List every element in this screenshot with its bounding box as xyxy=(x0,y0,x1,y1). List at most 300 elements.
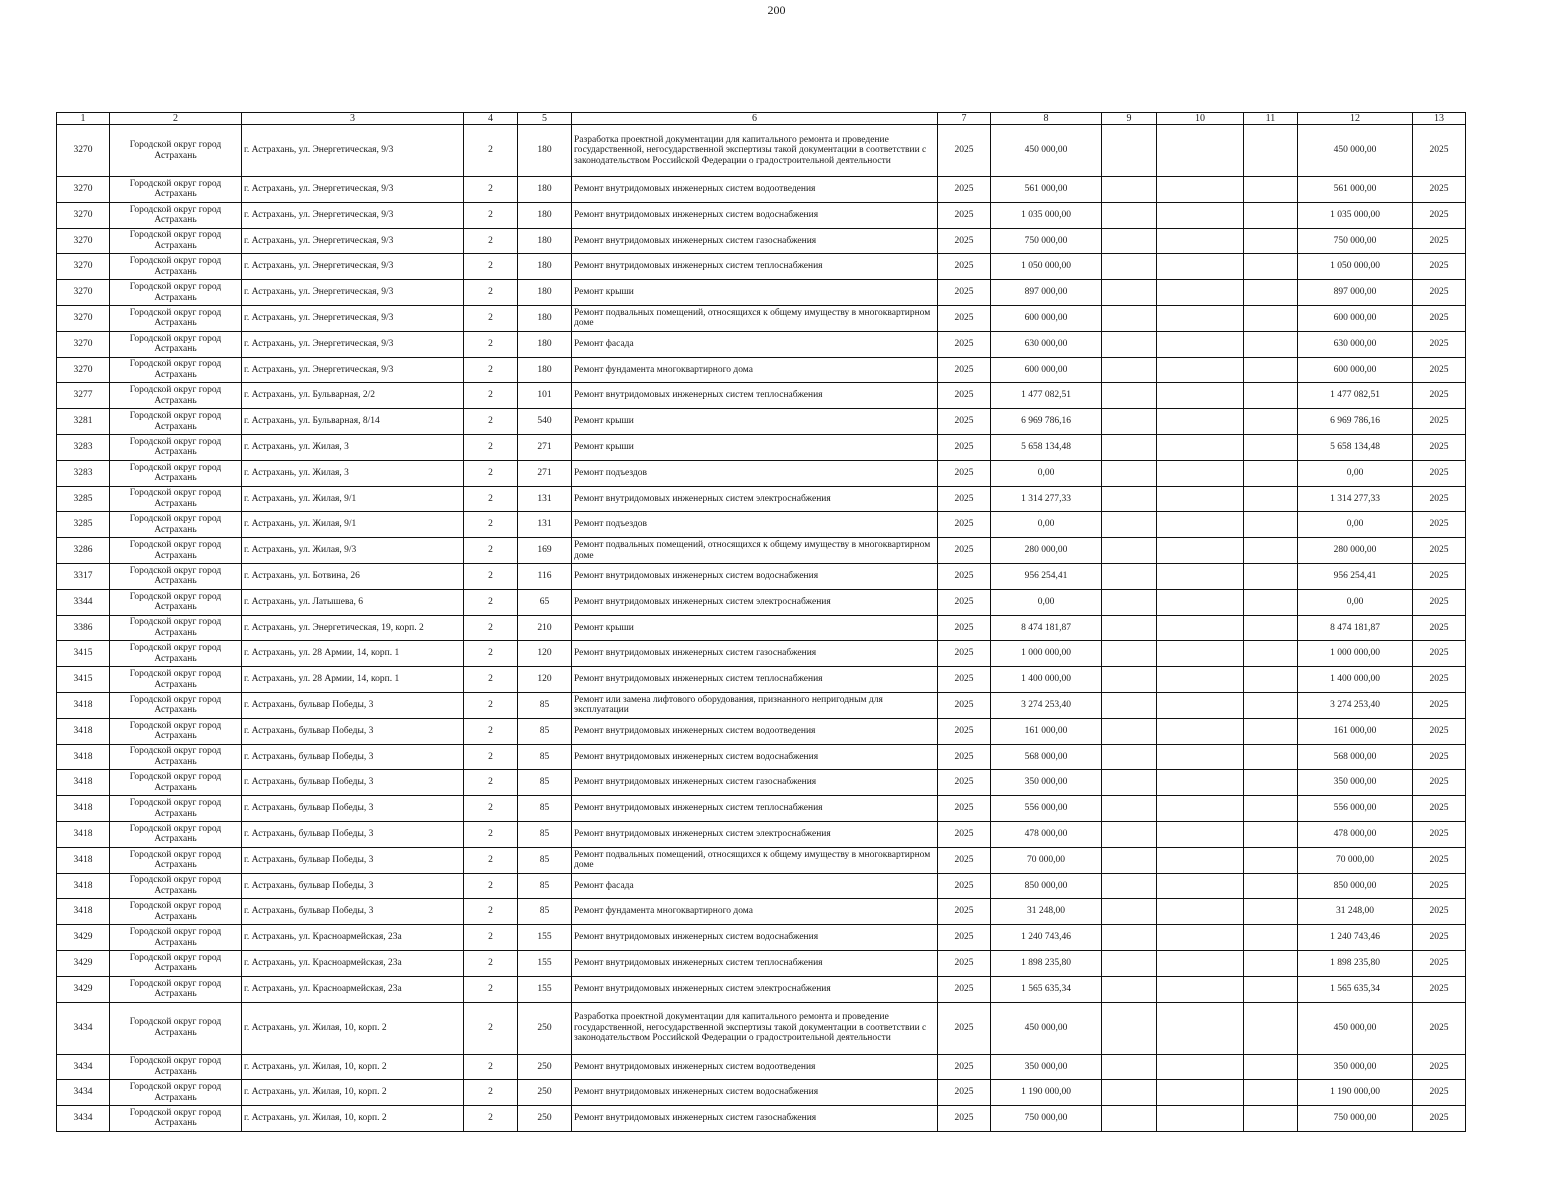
cell-col-9-value xyxy=(1102,718,1157,744)
cell-address: г. Астрахань, ул. Энергетическая, 9/3 xyxy=(242,254,464,280)
table-row xyxy=(57,563,1466,589)
cell-cost-total: 750 000,00 xyxy=(991,1106,1102,1132)
cell-row-number: 3415 xyxy=(57,667,110,693)
cell-col-4-value: 2 xyxy=(464,744,518,770)
cell-col-10-value xyxy=(1157,357,1244,383)
cell-row-number: 3434 xyxy=(57,1080,110,1106)
cell-municipality: Городской округ город Астрахань xyxy=(110,1080,242,1106)
cell-row-number: 3344 xyxy=(57,589,110,615)
cell-col-5-value: 85 xyxy=(518,692,572,718)
cell-work-type: Ремонт внутридомовых инженерных систем электроснабжения xyxy=(572,486,938,512)
cell-municipality: Городской округ город Астрахань xyxy=(110,280,242,306)
cell-col-9-value xyxy=(1102,667,1157,693)
cell-completion-year: 2025 xyxy=(1413,615,1466,641)
cell-address: г. Астрахань, ул. Энергетическая, 9/3 xyxy=(242,125,464,177)
cell-completion-year: 2025 xyxy=(1413,177,1466,203)
cell-col-9-value xyxy=(1102,615,1157,641)
cell-cost-total: 1 400 000,00 xyxy=(991,667,1102,693)
cell-cost-regional-fund: 1 400 000,00 xyxy=(1298,667,1413,693)
cell-year: 2025 xyxy=(938,615,991,641)
table-row xyxy=(57,228,1466,254)
cell-work-type: Ремонт внутридомовых инженерных систем водоснабжения xyxy=(572,744,938,770)
cell-year: 2025 xyxy=(938,177,991,203)
cell-completion-year: 2025 xyxy=(1413,409,1466,435)
cell-row-number: 3277 xyxy=(57,383,110,409)
cell-address: г. Астрахань, ул. Жилая, 9/3 xyxy=(242,538,464,564)
cell-address: г. Астрахань, ул. Энергетическая, 19, корп. 2 xyxy=(242,615,464,641)
cell-municipality: Городской округ город Астрахань xyxy=(110,486,242,512)
col-header-5: 5 xyxy=(518,113,572,125)
cell-col-9-value xyxy=(1102,538,1157,564)
cell-cost-total: 0,00 xyxy=(991,589,1102,615)
cell-col-10-value xyxy=(1157,615,1244,641)
cell-cost-regional-fund: 1 050 000,00 xyxy=(1298,254,1413,280)
cell-cost-total: 750 000,00 xyxy=(991,228,1102,254)
cell-year: 2025 xyxy=(938,357,991,383)
cell-municipality: Городской округ город Астрахань xyxy=(110,615,242,641)
cell-row-number: 3429 xyxy=(57,925,110,951)
cell-cost-total: 3 274 253,40 xyxy=(991,692,1102,718)
cell-cost-regional-fund: 450 000,00 xyxy=(1298,125,1413,177)
cell-municipality: Городской округ город Астрахань xyxy=(110,538,242,564)
cell-address: г. Астрахань, бульвар Победы, 3 xyxy=(242,770,464,796)
cell-row-number: 3418 xyxy=(57,873,110,899)
cell-year: 2025 xyxy=(938,718,991,744)
cell-col-11-value xyxy=(1244,770,1298,796)
cell-col-5-value: 131 xyxy=(518,512,572,538)
cell-cost-regional-fund: 5 658 134,48 xyxy=(1298,434,1413,460)
cell-work-type: Ремонт или замена лифтового оборудования, признанного непригодным для эксплуатации xyxy=(572,692,938,718)
cell-col-4-value: 2 xyxy=(464,202,518,228)
cell-address: г. Астрахань, ул. Бульварная, 2/2 xyxy=(242,383,464,409)
cell-col-11-value xyxy=(1244,409,1298,435)
cell-cost-regional-fund: 0,00 xyxy=(1298,460,1413,486)
cell-work-type: Ремонт внутридомовых инженерных систем водоснабжения xyxy=(572,1080,938,1106)
cell-cost-total: 850 000,00 xyxy=(991,873,1102,899)
cell-row-number: 3270 xyxy=(57,254,110,280)
cell-year: 2025 xyxy=(938,434,991,460)
cell-address: г. Астрахань, ул. Энергетическая, 9/3 xyxy=(242,305,464,331)
header-row xyxy=(57,113,1466,125)
cell-col-11-value xyxy=(1244,925,1298,951)
cell-work-type: Ремонт внутридомовых инженерных систем теплоснабжения xyxy=(572,796,938,822)
cell-col-4-value: 2 xyxy=(464,667,518,693)
cell-completion-year: 2025 xyxy=(1413,641,1466,667)
cell-completion-year: 2025 xyxy=(1413,718,1466,744)
cell-municipality: Городской округ город Астрахань xyxy=(110,692,242,718)
cell-completion-year: 2025 xyxy=(1413,1002,1466,1054)
cell-completion-year: 2025 xyxy=(1413,331,1466,357)
cell-completion-year: 2025 xyxy=(1413,847,1466,873)
cell-col-4-value: 2 xyxy=(464,847,518,873)
cell-col-10-value xyxy=(1157,667,1244,693)
table-row xyxy=(57,1080,1466,1106)
cell-col-4-value: 2 xyxy=(464,125,518,177)
cell-completion-year: 2025 xyxy=(1413,305,1466,331)
cell-work-type: Ремонт внутридомовых инженерных систем водоснабжения xyxy=(572,202,938,228)
cell-col-10-value xyxy=(1157,486,1244,512)
table-body xyxy=(57,125,1466,1132)
cell-col-4-value: 2 xyxy=(464,1106,518,1132)
table-row xyxy=(57,950,1466,976)
cell-year: 2025 xyxy=(938,950,991,976)
cell-cost-total: 1 035 000,00 xyxy=(991,202,1102,228)
cell-col-4-value: 2 xyxy=(464,486,518,512)
cell-address: г. Астрахань, ул. Энергетическая, 9/3 xyxy=(242,280,464,306)
cell-col-11-value xyxy=(1244,486,1298,512)
cell-row-number: 3317 xyxy=(57,563,110,589)
cell-col-10-value xyxy=(1157,331,1244,357)
cell-col-5-value: 65 xyxy=(518,589,572,615)
cell-row-number: 3270 xyxy=(57,125,110,177)
cell-col-11-value xyxy=(1244,357,1298,383)
cell-col-4-value: 2 xyxy=(464,538,518,564)
cell-work-type: Ремонт внутридомовых инженерных систем электроснабжения xyxy=(572,589,938,615)
cell-col-9-value xyxy=(1102,254,1157,280)
cell-row-number: 3434 xyxy=(57,1054,110,1080)
cell-row-number: 3418 xyxy=(57,847,110,873)
cell-row-number: 3418 xyxy=(57,796,110,822)
cell-col-11-value xyxy=(1244,821,1298,847)
cell-year: 2025 xyxy=(938,744,991,770)
cell-cost-regional-fund: 568 000,00 xyxy=(1298,744,1413,770)
cell-col-5-value: 540 xyxy=(518,409,572,435)
cell-cost-total: 561 000,00 xyxy=(991,177,1102,203)
cell-address: г. Астрахань, ул. Жилая, 9/1 xyxy=(242,486,464,512)
cell-col-4-value: 2 xyxy=(464,512,518,538)
cell-cost-regional-fund: 1 477 082,51 xyxy=(1298,383,1413,409)
table-row xyxy=(57,1106,1466,1132)
cell-col-4-value: 2 xyxy=(464,1080,518,1106)
cell-work-type: Ремонт внутридомовых инженерных систем водоотведения xyxy=(572,718,938,744)
cell-completion-year: 2025 xyxy=(1413,512,1466,538)
table-row xyxy=(57,125,1466,177)
cell-completion-year: 2025 xyxy=(1413,228,1466,254)
cell-col-11-value xyxy=(1244,589,1298,615)
cell-col-10-value xyxy=(1157,228,1244,254)
table-row xyxy=(57,641,1466,667)
cell-col-11-value xyxy=(1244,202,1298,228)
cell-col-11-value xyxy=(1244,331,1298,357)
cell-col-10-value xyxy=(1157,177,1244,203)
cell-col-5-value: 271 xyxy=(518,434,572,460)
cell-completion-year: 2025 xyxy=(1413,280,1466,306)
cell-cost-regional-fund: 350 000,00 xyxy=(1298,770,1413,796)
cell-address: г. Астрахань, бульвар Победы, 3 xyxy=(242,796,464,822)
cell-cost-regional-fund: 850 000,00 xyxy=(1298,873,1413,899)
table-row xyxy=(57,667,1466,693)
cell-work-type: Разработка проектной документации для капитального ремонта и проведение государственной, негосударственной экспертизы такой документации в соответствии с законодательством Российской Федерации о градостроительной деятельности xyxy=(572,1002,938,1054)
cell-col-11-value xyxy=(1244,1002,1298,1054)
table-row xyxy=(57,331,1466,357)
table-row xyxy=(57,589,1466,615)
cell-address: г. Астрахань, бульвар Победы, 3 xyxy=(242,692,464,718)
cell-municipality: Городской округ город Астрахань xyxy=(110,228,242,254)
cell-cost-regional-fund: 280 000,00 xyxy=(1298,538,1413,564)
cell-col-11-value xyxy=(1244,125,1298,177)
cell-cost-regional-fund: 350 000,00 xyxy=(1298,1054,1413,1080)
col-header-1: 1 xyxy=(57,113,110,125)
table-row xyxy=(57,512,1466,538)
cell-col-9-value xyxy=(1102,796,1157,822)
cell-municipality: Городской округ город Астрахань xyxy=(110,589,242,615)
cell-cost-total: 630 000,00 xyxy=(991,331,1102,357)
cell-col-5-value: 120 xyxy=(518,641,572,667)
cell-col-10-value xyxy=(1157,460,1244,486)
cell-col-11-value xyxy=(1244,512,1298,538)
cell-year: 2025 xyxy=(938,1106,991,1132)
cell-completion-year: 2025 xyxy=(1413,667,1466,693)
cell-col-11-value xyxy=(1244,228,1298,254)
cell-col-10-value xyxy=(1157,512,1244,538)
cell-col-11-value xyxy=(1244,280,1298,306)
cell-cost-total: 1 000 000,00 xyxy=(991,641,1102,667)
cell-col-5-value: 180 xyxy=(518,125,572,177)
cell-year: 2025 xyxy=(938,692,991,718)
cell-work-type: Ремонт крыши xyxy=(572,409,938,435)
cell-cost-regional-fund: 956 254,41 xyxy=(1298,563,1413,589)
cell-col-9-value xyxy=(1102,744,1157,770)
cell-col-5-value: 155 xyxy=(518,976,572,1002)
cell-col-9-value xyxy=(1102,899,1157,925)
cell-year: 2025 xyxy=(938,512,991,538)
cell-cost-regional-fund: 556 000,00 xyxy=(1298,796,1413,822)
cell-col-5-value: 131 xyxy=(518,486,572,512)
cell-col-9-value xyxy=(1102,228,1157,254)
cell-col-9-value xyxy=(1102,202,1157,228)
cell-cost-total: 556 000,00 xyxy=(991,796,1102,822)
cell-col-9-value xyxy=(1102,950,1157,976)
cell-address: г. Астрахань, ул. Энергетическая, 9/3 xyxy=(242,228,464,254)
cell-completion-year: 2025 xyxy=(1413,125,1466,177)
cell-row-number: 3415 xyxy=(57,641,110,667)
cell-col-11-value xyxy=(1244,615,1298,641)
cell-address: г. Астрахань, ул. 28 Армии, 14, корп. 1 xyxy=(242,641,464,667)
cell-municipality: Городской округ город Астрахань xyxy=(110,305,242,331)
cell-work-type: Ремонт внутридомовых инженерных систем газоснабжения xyxy=(572,770,938,796)
cell-municipality: Городской округ город Астрахань xyxy=(110,409,242,435)
cell-col-5-value: 180 xyxy=(518,305,572,331)
cell-col-10-value xyxy=(1157,125,1244,177)
cell-cost-total: 8 474 181,87 xyxy=(991,615,1102,641)
cell-address: г. Астрахань, бульвар Победы, 3 xyxy=(242,847,464,873)
table-row xyxy=(57,538,1466,564)
cell-col-9-value xyxy=(1102,847,1157,873)
cell-work-type: Ремонт внутридомовых инженерных систем теплоснабжения xyxy=(572,383,938,409)
cell-cost-total: 0,00 xyxy=(991,512,1102,538)
cell-cost-regional-fund: 600 000,00 xyxy=(1298,357,1413,383)
cell-col-10-value xyxy=(1157,409,1244,435)
col-header-12: 12 xyxy=(1298,113,1413,125)
cell-work-type: Ремонт подвальных помещений, относящихся к общему имуществу в многоквартирном доме xyxy=(572,847,938,873)
cell-col-5-value: 250 xyxy=(518,1106,572,1132)
cell-col-4-value: 2 xyxy=(464,589,518,615)
cell-col-10-value xyxy=(1157,563,1244,589)
cell-year: 2025 xyxy=(938,125,991,177)
col-header-3: 3 xyxy=(242,113,464,125)
table-row xyxy=(57,873,1466,899)
cell-cost-total: 6 969 786,16 xyxy=(991,409,1102,435)
table-row xyxy=(57,925,1466,951)
cell-col-9-value xyxy=(1102,873,1157,899)
cell-col-9-value xyxy=(1102,563,1157,589)
cell-cost-total: 70 000,00 xyxy=(991,847,1102,873)
cell-municipality: Городской округ город Астрахань xyxy=(110,667,242,693)
cell-row-number: 3270 xyxy=(57,202,110,228)
cell-address: г. Астрахань, ул. Жилая, 10, корп. 2 xyxy=(242,1054,464,1080)
cell-year: 2025 xyxy=(938,538,991,564)
cell-col-5-value: 85 xyxy=(518,718,572,744)
table-row xyxy=(57,615,1466,641)
cell-work-type: Ремонт внутридомовых инженерных систем водоснабжения xyxy=(572,925,938,951)
cell-cost-total: 350 000,00 xyxy=(991,1054,1102,1080)
cell-col-5-value: 180 xyxy=(518,202,572,228)
cell-cost-total: 956 254,41 xyxy=(991,563,1102,589)
cell-row-number: 3418 xyxy=(57,770,110,796)
cell-col-9-value xyxy=(1102,409,1157,435)
cell-municipality: Городской округ город Астрахань xyxy=(110,796,242,822)
cell-year: 2025 xyxy=(938,847,991,873)
cell-col-10-value xyxy=(1157,692,1244,718)
cell-col-9-value xyxy=(1102,486,1157,512)
cell-address: г. Астрахань, ул. Жилая, 3 xyxy=(242,434,464,460)
cell-col-9-value xyxy=(1102,1106,1157,1132)
cell-col-10-value xyxy=(1157,744,1244,770)
cell-col-11-value xyxy=(1244,899,1298,925)
table-row xyxy=(57,821,1466,847)
cell-col-11-value xyxy=(1244,692,1298,718)
cell-col-9-value xyxy=(1102,770,1157,796)
table-row xyxy=(57,177,1466,203)
cell-col-5-value: 180 xyxy=(518,331,572,357)
cell-cost-total: 1 477 082,51 xyxy=(991,383,1102,409)
cell-work-type: Ремонт фасада xyxy=(572,331,938,357)
cell-col-10-value xyxy=(1157,280,1244,306)
cell-year: 2025 xyxy=(938,1080,991,1106)
cell-col-10-value xyxy=(1157,925,1244,951)
cell-year: 2025 xyxy=(938,486,991,512)
cell-col-4-value: 2 xyxy=(464,821,518,847)
cell-completion-year: 2025 xyxy=(1413,821,1466,847)
cell-year: 2025 xyxy=(938,873,991,899)
cell-year: 2025 xyxy=(938,228,991,254)
col-header-10: 10 xyxy=(1157,113,1244,125)
cell-col-9-value xyxy=(1102,434,1157,460)
cell-col-9-value xyxy=(1102,305,1157,331)
cell-col-4-value: 2 xyxy=(464,615,518,641)
cell-cost-total: 0,00 xyxy=(991,460,1102,486)
cell-cost-regional-fund: 750 000,00 xyxy=(1298,1106,1413,1132)
cell-col-5-value: 85 xyxy=(518,821,572,847)
col-header-2: 2 xyxy=(110,113,242,125)
cell-col-4-value: 2 xyxy=(464,434,518,460)
cell-col-5-value: 180 xyxy=(518,177,572,203)
cell-address: г. Астрахань, ул. 28 Армии, 14, корп. 1 xyxy=(242,667,464,693)
cell-col-11-value xyxy=(1244,950,1298,976)
cell-col-4-value: 2 xyxy=(464,228,518,254)
cell-col-11-value xyxy=(1244,641,1298,667)
cell-col-5-value: 250 xyxy=(518,1002,572,1054)
cell-row-number: 3434 xyxy=(57,1106,110,1132)
cell-cost-total: 450 000,00 xyxy=(991,1002,1102,1054)
cell-cost-total: 897 000,00 xyxy=(991,280,1102,306)
table-row xyxy=(57,280,1466,306)
table-row xyxy=(57,770,1466,796)
cell-address: г. Астрахань, ул. Красноармейская, 23а xyxy=(242,976,464,1002)
table-row xyxy=(57,486,1466,512)
cell-municipality: Городской округ город Астрахань xyxy=(110,1106,242,1132)
cell-work-type: Ремонт подвальных помещений, относящихся к общему имуществу в многоквартирном доме xyxy=(572,305,938,331)
cell-completion-year: 2025 xyxy=(1413,1080,1466,1106)
cell-col-5-value: 85 xyxy=(518,899,572,925)
cell-col-9-value xyxy=(1102,177,1157,203)
cell-work-type: Ремонт внутридомовых инженерных систем теплоснабжения xyxy=(572,950,938,976)
capital-repair-table xyxy=(56,112,1466,1132)
cell-address: г. Астрахань, ул. Бульварная, 8/14 xyxy=(242,409,464,435)
cell-row-number: 3418 xyxy=(57,692,110,718)
cell-year: 2025 xyxy=(938,925,991,951)
cell-col-5-value: 210 xyxy=(518,615,572,641)
cell-cost-total: 478 000,00 xyxy=(991,821,1102,847)
cell-col-5-value: 120 xyxy=(518,667,572,693)
cell-cost-total: 350 000,00 xyxy=(991,770,1102,796)
cell-col-10-value xyxy=(1157,950,1244,976)
cell-year: 2025 xyxy=(938,770,991,796)
cell-municipality: Городской округ город Астрахань xyxy=(110,1002,242,1054)
cell-address: г. Астрахань, бульвар Победы, 3 xyxy=(242,821,464,847)
cell-address: г. Астрахань, ул. Энергетическая, 9/3 xyxy=(242,202,464,228)
table-row xyxy=(57,409,1466,435)
table-row xyxy=(57,899,1466,925)
cell-address: г. Астрахань, ул. Ботвина, 26 xyxy=(242,563,464,589)
cell-col-9-value xyxy=(1102,821,1157,847)
cell-cost-total: 5 658 134,48 xyxy=(991,434,1102,460)
cell-cost-regional-fund: 450 000,00 xyxy=(1298,1002,1413,1054)
table-row xyxy=(57,434,1466,460)
cell-address: г. Астрахань, ул. Жилая, 10, корп. 2 xyxy=(242,1080,464,1106)
cell-municipality: Городской округ город Астрахань xyxy=(110,563,242,589)
cell-work-type: Ремонт крыши xyxy=(572,615,938,641)
cell-address: г. Астрахань, ул. Красноармейская, 23а xyxy=(242,925,464,951)
cell-cost-total: 1 898 235,80 xyxy=(991,950,1102,976)
cell-col-9-value xyxy=(1102,1054,1157,1080)
cell-col-10-value xyxy=(1157,202,1244,228)
cell-completion-year: 2025 xyxy=(1413,589,1466,615)
cell-year: 2025 xyxy=(938,331,991,357)
table-row xyxy=(57,692,1466,718)
cell-row-number: 3418 xyxy=(57,899,110,925)
cell-work-type: Ремонт внутридомовых инженерных систем электроснабжения xyxy=(572,821,938,847)
cell-col-4-value: 2 xyxy=(464,1054,518,1080)
cell-col-5-value: 85 xyxy=(518,796,572,822)
cell-cost-total: 1 565 635,34 xyxy=(991,976,1102,1002)
cell-col-10-value xyxy=(1157,718,1244,744)
cell-municipality: Городской округ город Астрахань xyxy=(110,770,242,796)
cell-cost-regional-fund: 897 000,00 xyxy=(1298,280,1413,306)
cell-row-number: 3270 xyxy=(57,228,110,254)
cell-col-9-value xyxy=(1102,925,1157,951)
cell-municipality: Городской округ город Астрахань xyxy=(110,744,242,770)
cell-year: 2025 xyxy=(938,796,991,822)
table-row xyxy=(57,1002,1466,1054)
cell-col-4-value: 2 xyxy=(464,873,518,899)
cell-completion-year: 2025 xyxy=(1413,1106,1466,1132)
cell-col-11-value xyxy=(1244,873,1298,899)
cell-cost-regional-fund: 31 248,00 xyxy=(1298,899,1413,925)
cell-year: 2025 xyxy=(938,563,991,589)
cell-col-11-value xyxy=(1244,976,1298,1002)
cell-year: 2025 xyxy=(938,409,991,435)
